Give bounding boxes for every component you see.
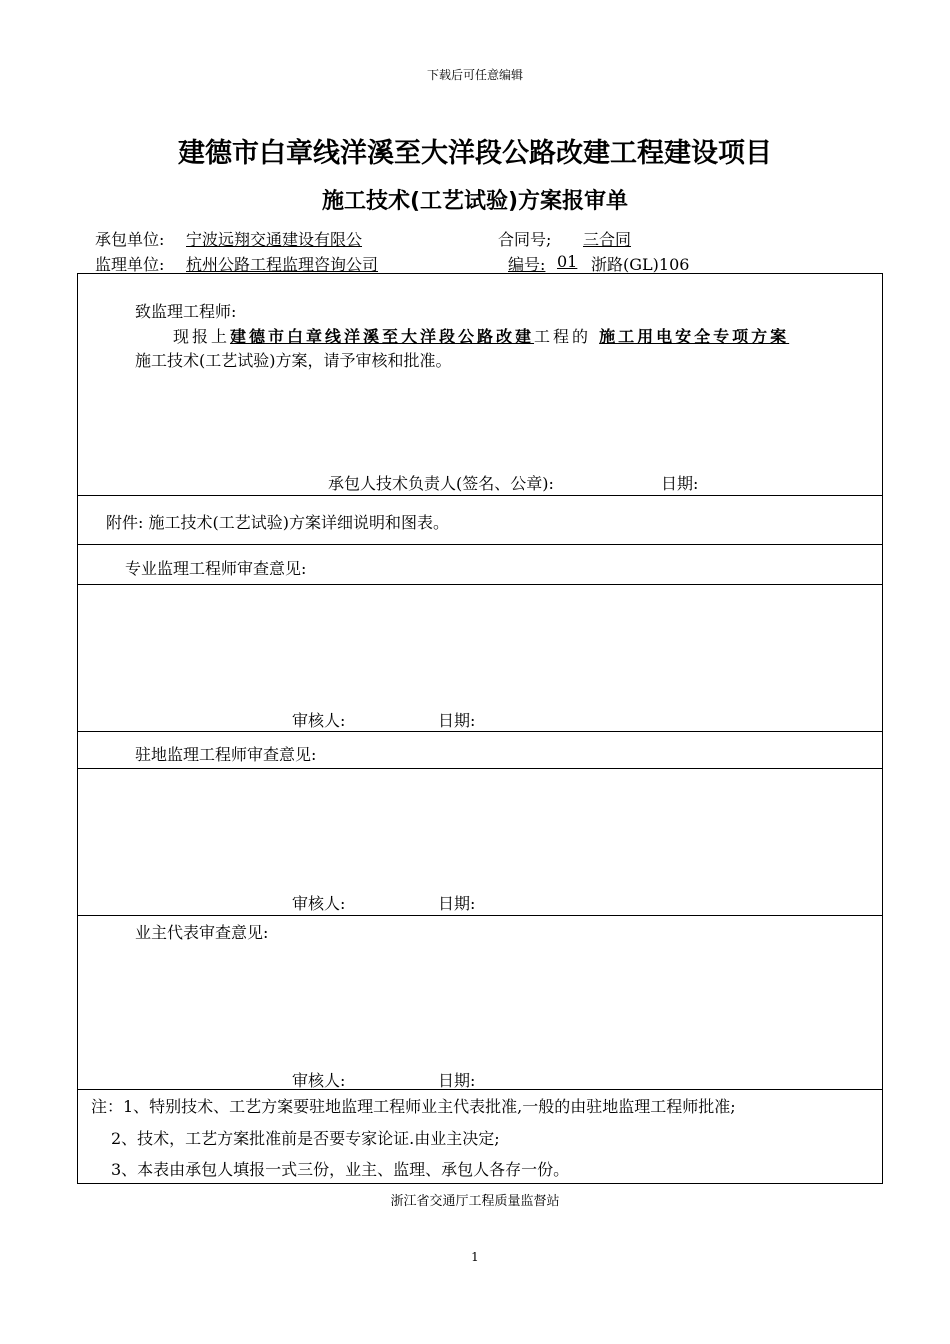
divider — [78, 495, 882, 496]
owner-review-label: 业主代表审查意见: — [135, 923, 269, 942]
serial-label: 编号: — [508, 255, 546, 274]
contractor-label: 承包单位: — [95, 230, 165, 249]
submission-prefix: 现报上 — [173, 327, 231, 346]
resident-date-label: 日期: — [438, 894, 476, 913]
pro-review-label: 专业监理工程师审查意见: — [125, 559, 307, 578]
attachment-note: 附件: 施工技术(工艺试验)方案详细说明和图表。 — [106, 513, 449, 532]
page-number: 1 — [471, 1250, 479, 1264]
project-name: 建德市白章线洋溪至大洋段公路改建 — [230, 327, 535, 346]
submission-middle: 工程的 — [534, 327, 592, 346]
divider — [78, 731, 882, 732]
note-line-2: 2、技术，工艺方案批准前是否要专家论证.由业主决定; — [111, 1129, 500, 1148]
divider — [78, 915, 882, 916]
contractor-value: 宁波远翔交通建设有限公 — [186, 230, 363, 249]
owner-reviewer-label: 审核人: — [292, 1071, 346, 1090]
plan-name: 施工用电安全专项方案 — [599, 327, 790, 346]
divider — [78, 1089, 882, 1090]
contract-no-label: 合同号; — [498, 230, 552, 249]
review-form-table — [77, 273, 883, 1184]
document-title: 建德市白章线洋溪至大洋段公路改建工程建设项目 — [178, 138, 772, 169]
contract-no-value: 三合同 — [583, 230, 632, 249]
contractor-date-label: 日期: — [661, 474, 699, 493]
serial-value: 01 — [557, 252, 578, 271]
submission-line-2: 施工技术(工艺试验)方案，请予审核和批准。 — [135, 351, 452, 370]
form-subtitle: 施工技术(工艺试验)方案报审单 — [321, 189, 629, 214]
issuing-authority: 浙江省交通厅工程质量监督站 — [390, 1194, 560, 1209]
divider — [78, 544, 882, 545]
greeting: 致监理工程师: — [135, 302, 237, 321]
divider — [78, 768, 882, 769]
owner-date-label: 日期: — [438, 1071, 476, 1090]
serial-suffix: 浙路(GL)106 — [591, 255, 690, 274]
resident-review-label: 驻地监理工程师审查意见: — [135, 745, 317, 764]
divider — [78, 584, 882, 585]
supervisor-value: 杭州公路工程监理咨询公司 — [186, 255, 379, 274]
note-line-1: 注：1、特别技术、工艺方案要驻地监理工程师业主代表批准,一般的由驻地监理工程师批准; — [91, 1097, 736, 1116]
submission-line — [173, 324, 789, 347]
pro-reviewer-label: 审核人: — [292, 711, 346, 730]
header-note: 下载后可任意编辑 — [426, 68, 523, 82]
supervisor-label: 监理单位: — [95, 255, 165, 274]
contractor-signer-label: 承包人技术负责人(签名、公章): — [328, 474, 554, 493]
resident-reviewer-label: 审核人: — [292, 894, 346, 913]
note-line-3: 3、本表由承包人填报一式三份，业主、监理、承包人各存一份。 — [111, 1160, 570, 1179]
pro-date-label: 日期: — [438, 711, 476, 730]
